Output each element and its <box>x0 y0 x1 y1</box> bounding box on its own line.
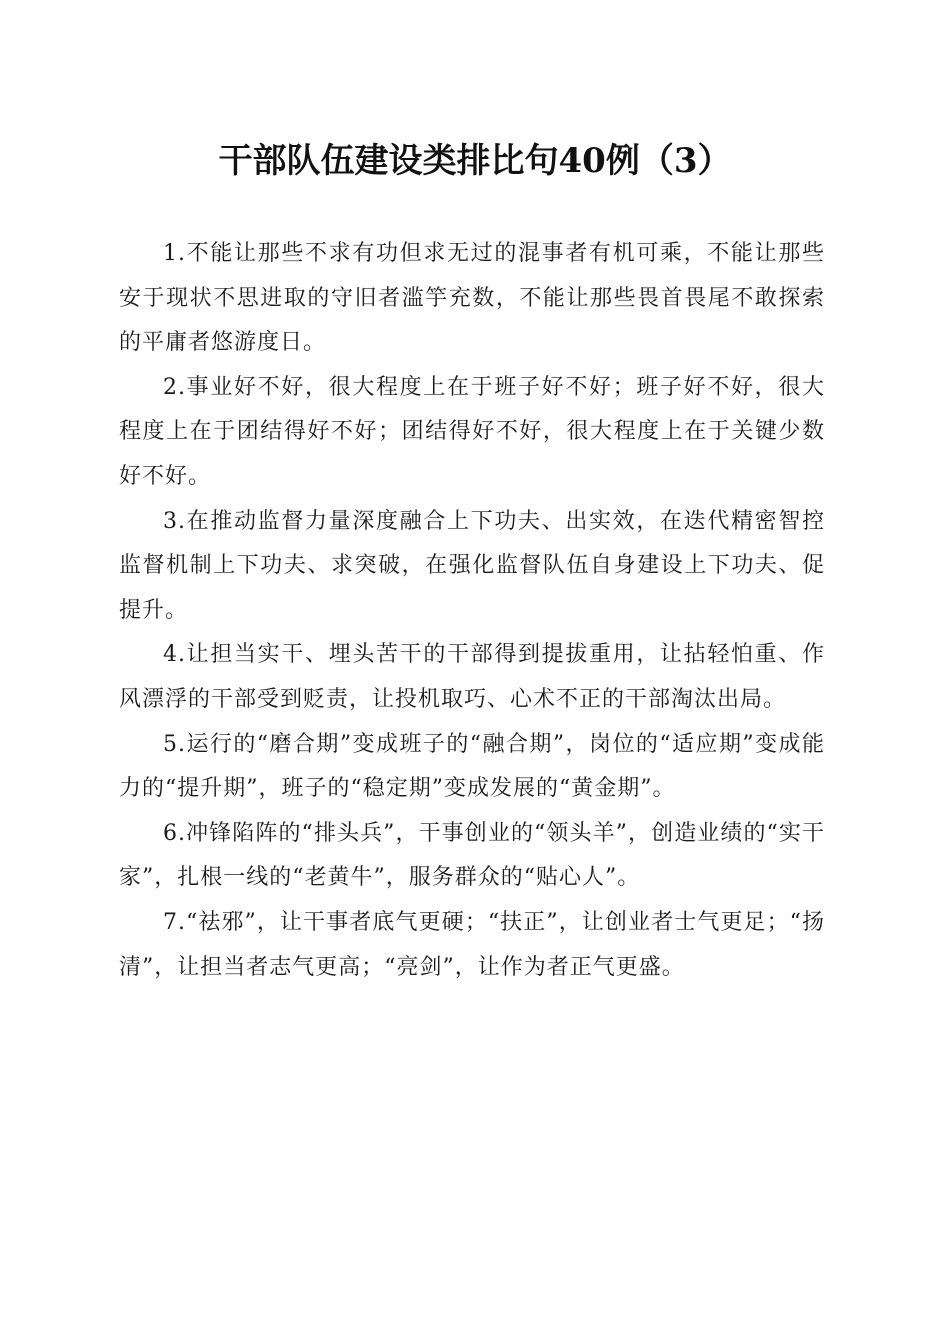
paragraph-3: 3.在推动监督力量深度融合上下功夫、出实效，在迭代精密智控监督机制上下功夫、求突破，在强化监督队伍自身建设上下功夫、促提升。 <box>119 508 825 623</box>
paragraph-1: 1.不能让那些不求有功但求无过的混事者有机可乘，不能让那些安于现状不思进取的守旧者滥竽充数，不能让那些畏首畏尾不敢探索的平庸者悠游度日。 <box>119 241 825 356</box>
paragraph-7: 7.“祛邪”，让干事者底气更硬；“扶正”，让创业者士气更足；“扬清”，让担当者志气更高；“亮剑”，让作为者正气更盛。 <box>119 909 825 980</box>
paragraph-5: 5.运行的“磨合期”变成班子的“融合期”，岗位的“适应期”变成能力的“提升期”，班子的“稳定期”变成发展的“黄金期”。 <box>119 731 825 802</box>
paragraph-4: 4.让担当实干、埋头苦干的干部得到提拔重用，让拈轻怕重、作风漂浮的干部受到贬责，让投机取巧、心术不正的干部淘汰出局。 <box>119 642 825 712</box>
document-title: 干部队伍建设类排比句40例（3） <box>218 141 732 181</box>
paragraph-6: 6.冲锋陷阵的“排头兵”，干事创业的“领头羊”，创造业绩的“实干家”，扎根一线的“老黄牛”，服务群众的“贴心人”。 <box>119 820 825 891</box>
paragraph-2: 2.事业好不好，很大程度上在于班子好不好；班子好不好，很大程度上在于团结得好不好；团结得好不好，很大程度上在于关键少数好不好。 <box>119 374 825 489</box>
document-body <box>119 232 825 990</box>
